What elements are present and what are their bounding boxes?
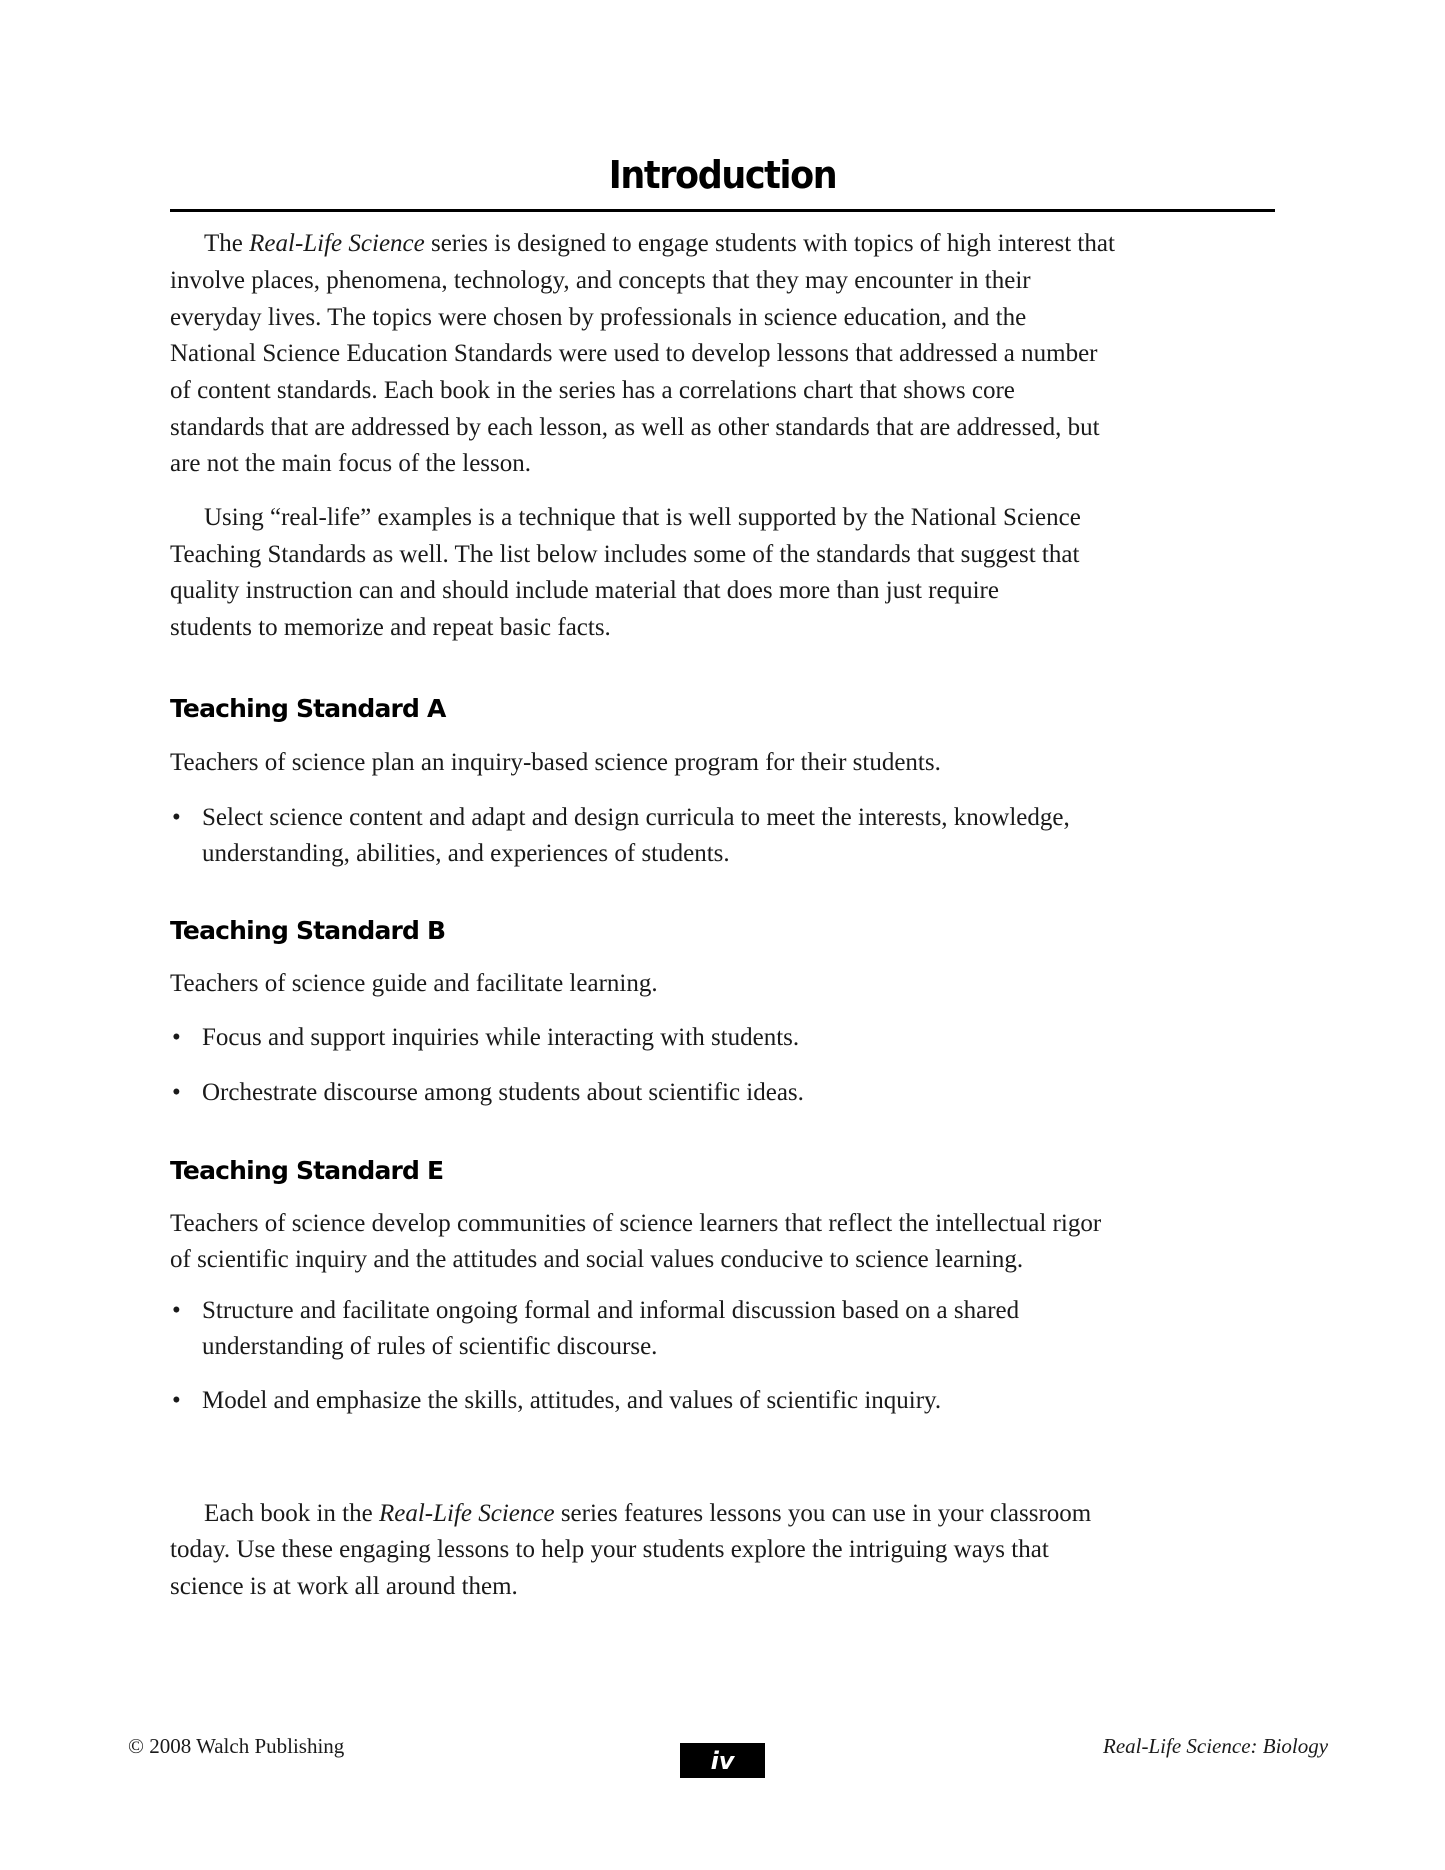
standard-e-description: Teachers of science develop communities of science learners that reflect the intellectual rigor [170, 1210, 1102, 1237]
series-title-italic: Real-Life Science [249, 230, 425, 257]
standard-b-bullet-2: Orchestrate discourse among students about scientific ideas. [202, 1079, 804, 1106]
intro-p1-line: everyday lives. The topics were chosen by professionals in science education, and the [170, 304, 1027, 331]
intro-p1-line: standards that are addressed by each lesson, as well as other standards that are addressed, but [170, 414, 1100, 441]
standard-e-bullet-1-cont: understanding of rules of scientific discourse. [202, 1333, 658, 1360]
intro-p2-line: Using “real-life” examples is a technique that is well supported by the National Science [204, 504, 1081, 531]
page-number: iv [710, 1746, 735, 1775]
footer-book-title: Real-Life Science: Biology [1103, 1734, 1329, 1758]
standard-a-bullet-1: Select science content and adapt and design curricula to meet the interests, knowledge, [202, 804, 1070, 831]
intro-p2-line: quality instruction can and should include material that does more than just require [170, 577, 999, 604]
text-run: series features lessons you can use in your classroom [554, 1500, 1092, 1527]
intro-p1-line: National Science Education Standards were used to develop lessons that addressed a number [170, 340, 1098, 367]
bullet-icon: • [172, 804, 181, 831]
intro-p1-line: of content standards. Each book in the series has a correlations chart that shows core [170, 377, 1015, 404]
standard-b-bullet-1: Focus and support inquiries while interacting with students. [202, 1024, 800, 1051]
standard-e-heading: Teaching Standard E [170, 1156, 444, 1185]
intro-p2-line: students to memorize and repeat basic facts. [170, 614, 611, 641]
bullet-icon: • [172, 1079, 181, 1106]
closing-line: today. Use these engaging lessons to help your students explore the intriguing ways that [170, 1536, 1049, 1563]
intro-p1-line [204, 229, 1115, 259]
standard-e-bullet-2: Model and emphasize the skills, attitudes, and values of scientific inquiry. [202, 1387, 942, 1414]
standard-e-bullet-1: Structure and facilitate ongoing formal and informal discussion based on a shared [202, 1297, 1020, 1324]
series-title-italic: Real-Life Science [378, 1500, 555, 1527]
standard-b-heading: Teaching Standard B [170, 916, 446, 945]
bullet-icon: • [172, 1387, 181, 1414]
intro-p1-line: are not the main focus of the lesson. [170, 450, 532, 477]
intro-p2-line: Teaching Standards as well. The list below includes some of the standards that suggest that [170, 541, 1080, 568]
bullet-icon: • [172, 1024, 181, 1051]
closing-line: science is at work all around them. [170, 1573, 518, 1600]
standard-a-heading: Teaching Standard A [170, 694, 446, 723]
text-run: series is designed to engage students with topics of high interest that [424, 230, 1115, 257]
text-run: The [204, 230, 250, 257]
bullet-icon: • [172, 1297, 181, 1324]
title-rule [170, 209, 1275, 212]
footer-copyright: © 2008 Walch Publishing [128, 1734, 345, 1758]
standard-a-description: Teachers of science plan an inquiry-based science program for their students. [170, 749, 941, 776]
text-run: Each book in the [204, 1500, 379, 1527]
standard-a-bullet-1-cont: understanding, abilities, and experiences of students. [202, 840, 730, 867]
intro-p1-line: involve places, phenomena, technology, and concepts that they may encounter in their [170, 267, 1031, 294]
closing-line [204, 1499, 1091, 1529]
standard-b-description: Teachers of science guide and facilitate learning. [170, 970, 658, 997]
page-number-box [680, 1743, 765, 1778]
standard-e-description-cont: of scientific inquiry and the attitudes and social values conducive to science learning. [170, 1246, 1024, 1273]
page-title: Introduction [608, 153, 837, 197]
